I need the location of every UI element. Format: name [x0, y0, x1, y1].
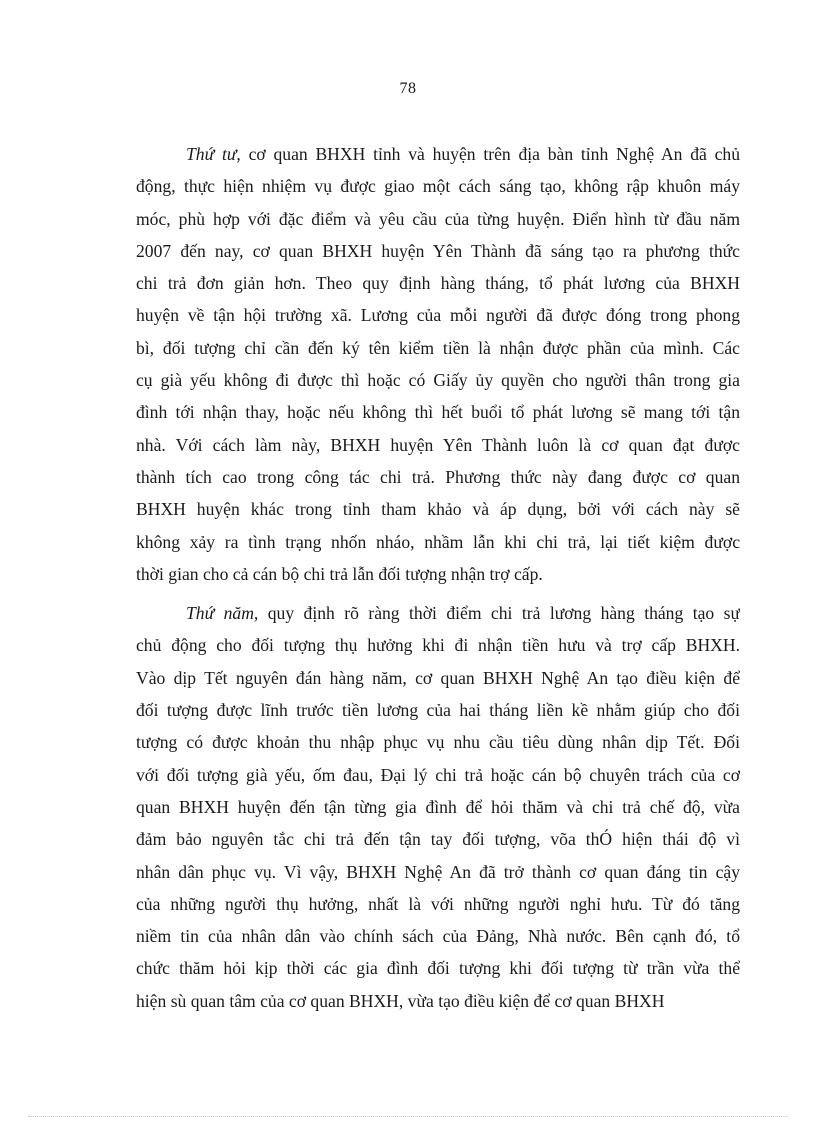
page-bottom-divider — [28, 1116, 788, 1117]
paragraph-lead: Thứ tư, — [186, 144, 241, 164]
paragraph-line — [136, 138, 740, 170]
paragraph-line: móc, phù hợp với đặc điểm và yêu cầu của từng huyện. Điển hình từ đầu năm — [136, 208, 740, 229]
paragraph-line: hiện sù quan tâm của cơ quan BHXH, vừa tạo điều kiện để cơ quan BHXH — [136, 990, 665, 1011]
paragraph-line: thời gian cho cả cán bộ chi trả lẫn đối tượng nhận trợ cấp. — [136, 563, 543, 584]
paragraph-line: chủ động cho đối tượng thụ hưởng khi đi nhận tiền hưu và trợ cấp BHXH. — [136, 635, 740, 656]
paragraph-line: nhân dân phục vụ. Vì vậy, BHXH Nghệ An đã trở thành cơ quan đáng tin cậy — [136, 861, 740, 882]
paragraph-line: quan BHXH huyện đến tận từng gia đình để hỏi thăm và chi trả chế độ, vừa — [136, 796, 740, 817]
paragraph-line: đảm bảo nguyên tắc chi trả đến tận tay đối tượng, võa thÓ hiện thái độ vì — [136, 829, 740, 850]
paragraph-line: chi trả đơn giản hơn. Theo quy định hàng tháng, tổ phát lương của BHXH — [136, 273, 740, 294]
paragraph-line: động, thực hiện nhiệm vụ được giao một cách sáng tạo, không rập khuôn máy — [136, 176, 740, 197]
paragraph-line: huyện về tận hội trường xã. Lương của mỗi người đã được đóng trong phong — [136, 305, 740, 326]
paragraph-line — [136, 597, 740, 629]
paragraph-line: Vào dịp Tết nguyên đán hàng năm, cơ quan BHXH Nghệ An tạo điều kiện để — [136, 667, 740, 688]
paragraph-line: 2007 đến nay, cơ quan BHXH huyện Yên Thành đã sáng tạo ra phương thức — [136, 240, 740, 261]
paragraph-line: niềm tin của nhân dân vào chính sách của Đảng, Nhà nước. Bên cạnh đó, tổ — [136, 926, 740, 947]
paragraph-line-text: quy định rõ ràng thời điểm chi trả lương hàng tháng tạo sự — [258, 603, 740, 624]
paragraph-line: với đối tượng già yếu, ốm đau, Đại lý chi trả hoặc cán bộ chuyên trách của cơ — [136, 764, 740, 785]
body-text — [136, 138, 740, 1017]
paragraph-line: tượng có được khoản thu nhập phục vụ nhu cầu tiêu dùng nhân dịp Tết. Đối — [136, 732, 740, 753]
paragraph-line: bì, đối tượng chỉ cần đến ký tên kiểm tiền là nhận được phần của mình. Các — [136, 337, 740, 358]
paragraph-lead: Thứ năm, — [186, 603, 259, 624]
paragraph-line: cụ già yếu không đi được thì hoặc có Giấy ủy quyền cho người thân trong gia — [136, 370, 740, 391]
paragraph-line: của những người thụ hưởng, nhất là với những người nghỉ hưu. Từ đó tăng — [136, 893, 740, 914]
paragraph-line: thành tích cao trong công tác chi trả. Phương thức này đang được cơ quan — [136, 466, 740, 487]
paragraph-line: đối tượng được lĩnh trước tiền lương của hai tháng liền kề nhằm giúp cho đối — [136, 700, 740, 721]
page-number: 78 — [399, 80, 417, 97]
paragraph-line: không xảy ra tình trạng nhốn nháo, nhầm lẫn khi chi trả, lại tiết kiệm được — [136, 531, 740, 552]
paragraph-line: đình tới nhận thay, hoặc nếu không thì hết buổi tổ phát lương sẽ mang tới tận — [136, 402, 740, 423]
paragraph-thu-tu — [136, 138, 740, 590]
paragraph-line-text: cơ quan BHXH tỉnh và huyện trên địa bàn tỉnh Nghệ An đã chủ — [240, 144, 740, 164]
paragraph-line: BHXH huyện khác trong tỉnh tham khảo và áp dụng, bởi với cách này sẽ — [136, 499, 740, 520]
paragraph-line: chức thăm hỏi kịp thời các gia đình đối tượng khi đối tượng từ trần vừa thể — [136, 958, 740, 979]
paragraph-line: nhà. Với cách làm này, BHXH huyện Yên Thành luôn là cơ quan đạt được — [136, 434, 740, 455]
paragraph-thu-nam — [136, 597, 740, 1017]
